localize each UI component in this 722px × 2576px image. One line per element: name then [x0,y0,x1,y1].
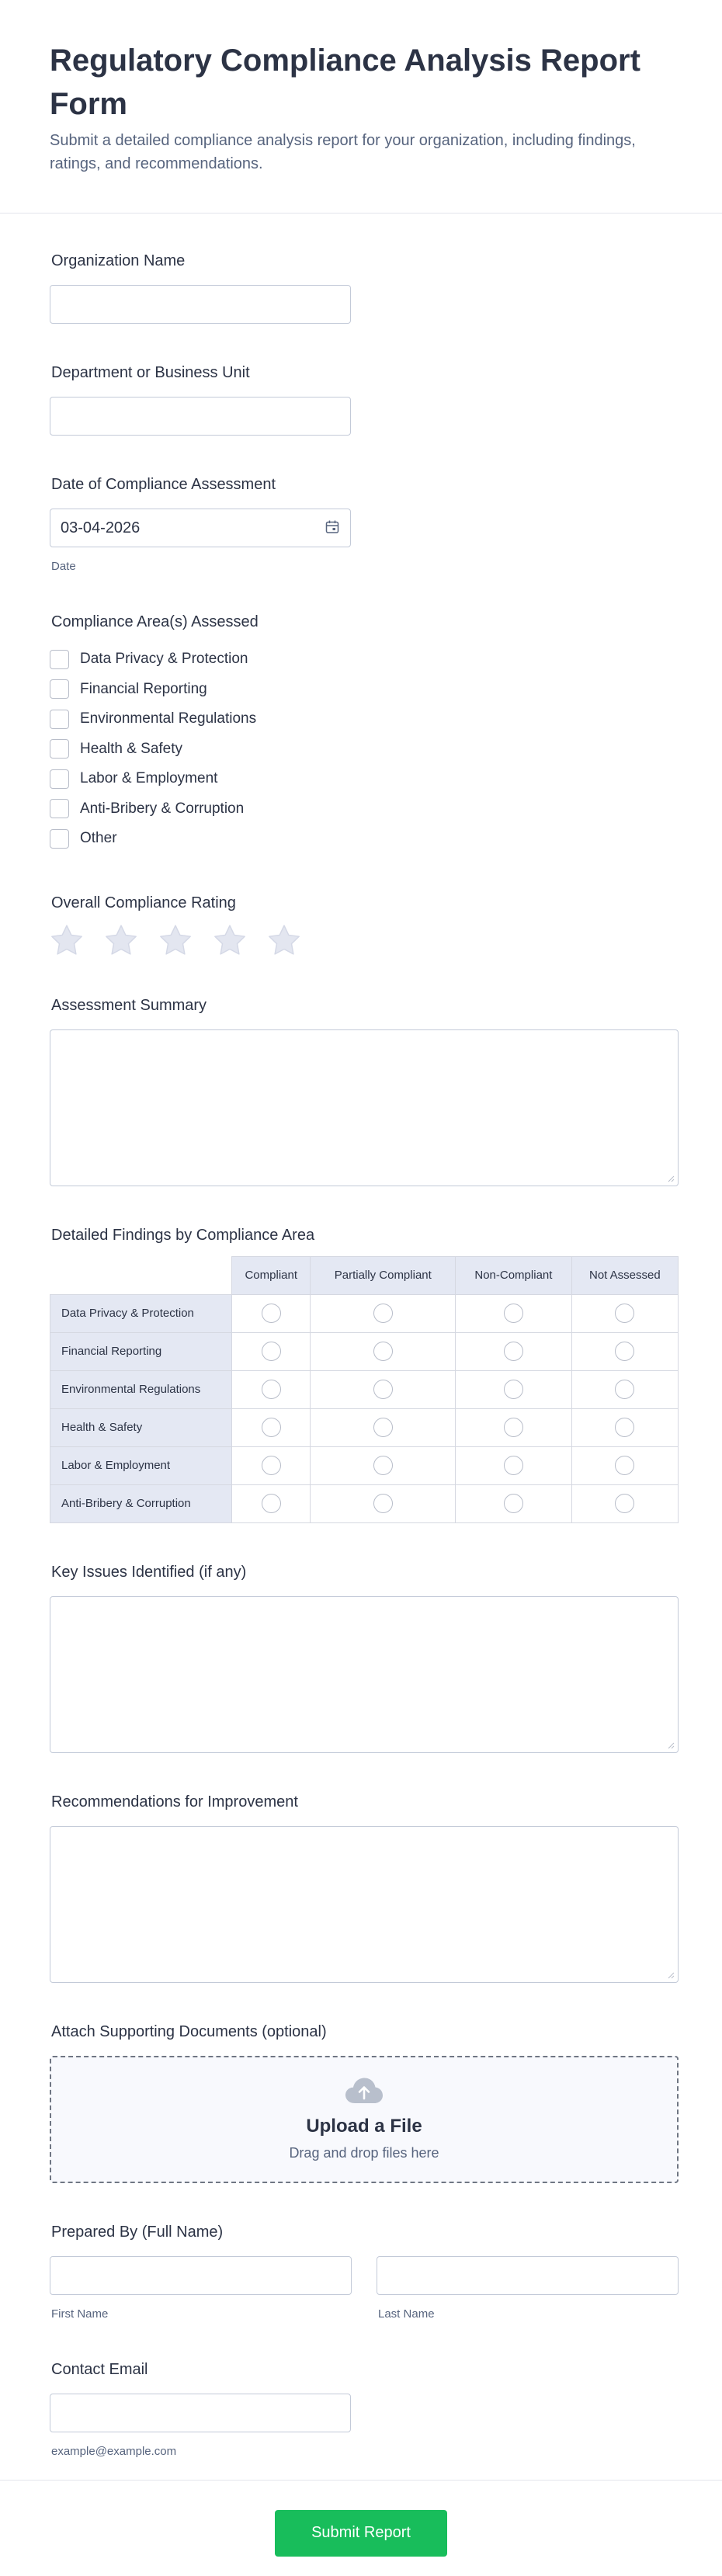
date-picker [50,509,351,547]
resize-grip-icon[interactable] [667,1175,675,1182]
upload-subtitle: Drag and drop files here [289,2145,439,2161]
area-option[interactable] [50,824,672,854]
radio-button[interactable] [373,1456,393,1475]
matrix-row [50,1484,679,1522]
matrix-row-header: Data Privacy & Protection [50,1294,232,1332]
checkbox-label: Other [80,830,117,847]
resize-grip-icon[interactable] [667,1971,675,1979]
findings-field [50,1225,672,1523]
radio-button[interactable] [262,1342,281,1361]
organization-field [50,251,672,324]
prepared-by-field [50,2222,672,2321]
radio-button[interactable] [262,1380,281,1399]
radio-button[interactable] [504,1380,523,1399]
name-row [50,2256,672,2321]
matrix-row-header: Financial Reporting [50,1332,232,1370]
email-field [50,2359,672,2458]
radio-button[interactable] [615,1304,634,1323]
last-name-sublabel: Last Name [378,2307,435,2321]
recommendations-field [50,1792,672,1983]
radio-button[interactable] [615,1342,634,1361]
issues-label: Key Issues Identified (if any) [51,1563,247,1581]
star-icon[interactable] [267,924,301,956]
matrix-row [50,1370,679,1408]
submit-button[interactable]: Submit Report [275,2510,447,2557]
star-rating [50,924,672,956]
checkbox[interactable] [50,710,69,729]
first-name-column [50,2256,352,2321]
date-sublabel: Date [51,560,76,573]
radio-button[interactable] [262,1304,281,1323]
radio-button[interactable] [615,1456,634,1475]
checkbox-label: Data Privacy & Protection [80,651,248,668]
radio-button[interactable] [373,1380,393,1399]
summary-label: Assessment Summary [51,996,207,1014]
date-label: Date of Compliance Assessment [51,476,276,493]
star-icon[interactable] [158,924,193,956]
matrix-row-header: Labor & Employment [50,1446,232,1484]
rating-label: Overall Compliance Rating [51,894,236,911]
email-input[interactable] [50,2394,351,2432]
matrix-column-header: Compliant [232,1256,311,1294]
date-input[interactable] [50,509,351,547]
checkbox[interactable] [50,799,69,818]
issues-textarea[interactable] [50,1596,679,1753]
issues-field [50,1562,672,1753]
last-name-input[interactable] [377,2256,679,2295]
matrix-row-header: Health & Safety [50,1408,232,1446]
radio-button[interactable] [504,1456,523,1475]
upload-label: Attach Supporting Documents (optional) [51,2022,327,2040]
radio-button[interactable] [262,1494,281,1513]
date-field [50,474,672,573]
first-name-sublabel: First Name [51,2307,109,2321]
radio-button[interactable] [504,1342,523,1361]
radio-button[interactable] [262,1418,281,1437]
page-subtitle: Submit a detailed compliance analysis report for your organization, including findings, ratings, and recommendations. [50,132,636,172]
radio-button[interactable] [373,1418,393,1437]
checkbox[interactable] [50,829,69,849]
radio-button[interactable] [615,1380,634,1399]
checkbox-label: Labor & Employment [80,770,218,787]
radio-button[interactable] [373,1494,393,1513]
calendar-icon[interactable] [325,519,340,535]
summary-field [50,995,672,1186]
area-option[interactable] [50,734,672,765]
recommendations-label: Recommendations for Improvement [51,1793,298,1810]
checkbox-label: Financial Reporting [80,680,207,697]
radio-button[interactable] [615,1494,634,1513]
checkbox[interactable] [50,650,69,669]
checkbox-label: Environmental Regulations [80,710,257,727]
department-input[interactable] [50,397,351,436]
form-body [0,251,722,2458]
radio-button[interactable] [615,1418,634,1437]
matrix-row-header: Environmental Regulations [50,1370,232,1408]
page-title: Regulatory Compliance Analysis Report Form [50,43,640,121]
file-dropzone[interactable] [50,2056,679,2183]
area-option[interactable] [50,704,672,734]
findings-matrix [50,1256,679,1523]
email-sublabel: example@example.com [51,2444,177,2458]
radio-button[interactable] [373,1304,393,1323]
areas-label: Compliance Area(s) Assessed [51,613,259,630]
matrix-column-header: Non-Compliant [456,1256,572,1294]
checkbox[interactable] [50,679,69,699]
area-option[interactable] [50,764,672,794]
resize-grip-icon[interactable] [667,1741,675,1749]
organization-label: Organization Name [51,252,186,269]
checkbox[interactable] [50,769,69,789]
matrix-column-header: Partially Compliant [311,1256,456,1294]
area-option[interactable] [50,794,672,825]
radio-button[interactable] [373,1342,393,1361]
radio-button[interactable] [504,1304,523,1323]
radio-button[interactable] [262,1456,281,1475]
matrix-row [50,1332,679,1370]
star-icon[interactable] [213,924,247,956]
checkbox[interactable] [50,739,69,759]
star-icon[interactable] [50,924,84,956]
checkbox-label: Anti-Bribery & Corruption [80,800,245,817]
matrix-row [50,1294,679,1332]
form-footer [0,2480,722,2576]
findings-label: Detailed Findings by Compliance Area [51,1226,315,1244]
last-name-column [377,2256,679,2321]
department-field [50,363,672,436]
checkbox-label: Health & Safety [80,740,183,757]
upload-field [50,2022,672,2183]
first-name-input[interactable] [50,2256,352,2295]
form-header [0,0,722,214]
cloud-upload-icon [345,2077,384,2105]
matrix-column-header: Not Assessed [571,1256,678,1294]
email-label: Contact Email [51,2360,148,2378]
radio-button[interactable] [504,1494,523,1513]
matrix-row [50,1408,679,1446]
area-option[interactable] [50,675,672,705]
recommendations-textarea[interactable] [50,1826,679,1983]
area-option[interactable] [50,644,672,675]
summary-textarea[interactable] [50,1029,679,1186]
areas-checkbox-list [50,644,672,854]
matrix-corner [50,1256,232,1294]
rating-field [50,893,672,956]
matrix-row [50,1446,679,1484]
areas-field [50,612,672,854]
radio-button[interactable] [504,1418,523,1437]
upload-title: Upload a File [306,2116,422,2137]
organization-input[interactable] [50,285,351,324]
matrix-row-header: Anti-Bribery & Corruption [50,1484,232,1522]
star-icon[interactable] [104,924,138,956]
prepared-by-label: Prepared By (Full Name) [51,2223,224,2241]
department-label: Department or Business Unit [51,364,250,381]
